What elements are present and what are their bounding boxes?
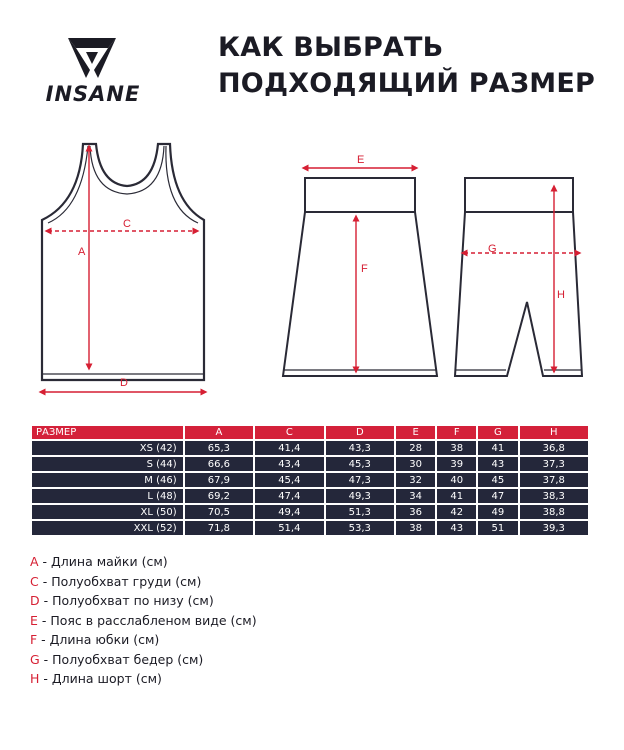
table-cell: 28 [396,441,435,455]
table-cell: 38 [437,441,476,455]
table-cell: L (48) [32,489,183,503]
table-cell: 36 [396,505,435,519]
label-d: D [120,377,128,389]
table-cell: 39,3 [520,521,589,535]
header-f: F [437,426,476,439]
label-c: C [123,218,131,230]
table-cell: 51,3 [326,505,394,519]
table-cell: 41,4 [255,441,323,455]
table-cell: 47,3 [326,473,394,487]
header-h: H [520,426,589,439]
table-cell: XL (50) [32,505,183,519]
table-cell: 38,8 [520,505,589,519]
header-g: G [478,426,517,439]
label-e: E [357,154,365,166]
table-cell: 37,3 [520,457,589,471]
legend-text: - Длина юбки (см) [37,632,160,647]
table-cell: 43,3 [326,441,394,455]
table-cell: S (44) [32,457,183,471]
table-cell: 40 [437,473,476,487]
table-cell: 69,2 [185,489,253,503]
header-d: D [326,426,394,439]
legend-item [30,554,257,574]
table-cell: 36,8 [520,441,589,455]
table-cell: 45 [478,473,517,487]
table-cell: 51,4 [255,521,323,535]
legend-letter: H [30,671,40,686]
legend-item [30,671,257,691]
measurement-legend [30,554,257,691]
legend-text: - Длина шорт (см) [39,671,162,686]
legend-item [30,574,257,594]
table-cell: 42 [437,505,476,519]
label-h: H [557,289,565,301]
legend-text: - Полуобхват бедер (см) [39,651,204,667]
legend-letter: C [30,573,39,589]
table-cell: 37,8 [520,473,589,487]
legend-text: - Полуобхват груди (см) [38,573,202,589]
tank-top-icon [42,144,204,380]
legend-letter: G [30,651,40,667]
table-cell: 70,5 [185,505,253,519]
table-cell: 51 [478,521,517,535]
table-cell: 39 [437,457,476,471]
title-line-2: ПОДХОДЯЩИЙ РАЗМЕР [218,68,595,99]
table-cell: 43 [478,457,517,471]
table-cell: 49 [478,505,517,519]
legend-item [30,632,257,652]
brand-logo-text: INSANE [45,82,141,106]
table-cell: 30 [396,457,435,471]
title-line-1: КАК ВЫБРАТЬ [218,32,444,63]
legend-item [30,613,257,633]
label-f: F [361,263,368,275]
table-cell: 71,8 [185,521,253,535]
table-cell: XXL (52) [32,521,183,535]
label-a: A [78,246,86,258]
table-cell: 43 [437,521,476,535]
table-cell: 65,3 [185,441,253,455]
legend-text: - Длина майки (см) [38,554,168,569]
table-cell: 38 [396,521,435,535]
legend-item [30,652,257,672]
header-a: A [185,426,253,439]
legend-letter: E [30,612,38,628]
header-c: C [255,426,323,439]
table-cell: 47 [478,489,517,503]
legend-text: - Полуобхват по низу (см) [39,593,214,608]
header-e: E [396,426,435,439]
legend-text: - Пояс в расслабленом виде (см) [37,612,257,628]
table-cell: 41 [437,489,476,503]
table-cell: 41 [478,441,517,455]
table-cell: 34 [396,489,435,503]
size-table [30,424,590,537]
shorts-icon [455,178,582,376]
table-cell: XS (42) [32,441,183,455]
header-size: РАЗМЕР [32,426,183,439]
table-cell: 53,3 [326,521,394,535]
table-cell: 45,4 [255,473,323,487]
table-row [32,489,588,503]
page-title [218,30,618,102]
table-row [32,457,588,471]
table-cell: 32 [396,473,435,487]
table-row [32,505,588,519]
table-cell: 45,3 [326,457,394,471]
table-row [32,473,588,487]
legend-item [30,593,257,613]
table-cell: 66,6 [185,457,253,471]
garments-illustration [0,130,624,400]
table-cell: 47,4 [255,489,323,503]
label-g: G [488,243,497,255]
table-cell: 49,3 [326,489,394,503]
legend-letter: A [30,554,39,569]
table-cell: 49,4 [255,505,323,519]
legend-letter: F [30,632,38,647]
legend-letter: D [30,593,40,608]
table-row [32,441,588,455]
table-cell: 38,3 [520,489,589,503]
table-header-row [32,426,588,439]
table-row [32,521,588,535]
table-cell: M (46) [32,473,183,487]
skirt-icon [283,178,437,376]
table-cell: 43,4 [255,457,323,471]
table-cell: 67,9 [185,473,253,487]
